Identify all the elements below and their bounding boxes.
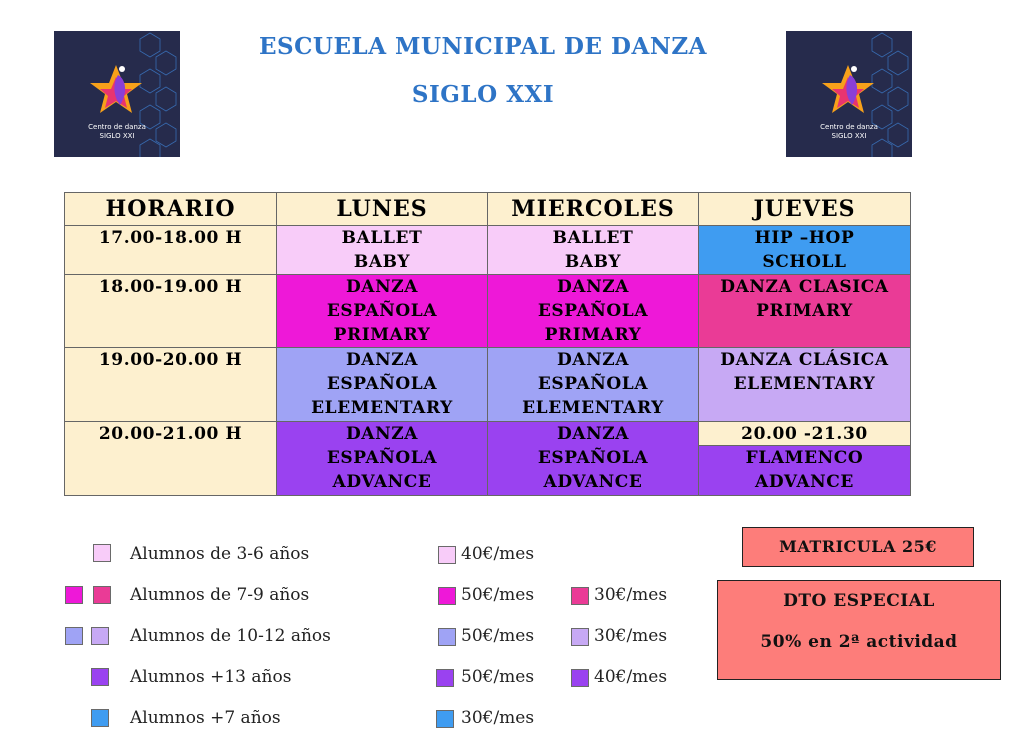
color-swatch-magenta [65, 586, 83, 604]
matricula-box: MATRICULA 25€ [742, 527, 974, 567]
class-cell [488, 348, 699, 422]
legend-price: 30€/mes [594, 585, 668, 605]
color-swatch-pink [571, 587, 589, 605]
class-line: DANZA [345, 424, 419, 444]
color-swatch-blue [436, 710, 454, 728]
legend-price: 50€/mes [461, 626, 535, 646]
class-cell [277, 422, 488, 496]
time-cell: 18.00-19.00 H [65, 275, 277, 348]
time-cell: 19.00-20.00 H [65, 348, 277, 422]
logo-caption-line1: Centro de danza [88, 123, 146, 131]
class-line: BALLET [341, 228, 423, 248]
color-swatch-magenta [438, 587, 456, 605]
class-line: ESPAÑOLA [326, 448, 438, 468]
class-line: HIP –HOP [754, 228, 855, 248]
table-row [65, 275, 911, 348]
color-swatch-light-pink [438, 546, 456, 564]
class-line: PRIMARY [333, 325, 431, 345]
class-line: DANZA [345, 277, 419, 297]
class-line: ADVANCE [755, 472, 854, 492]
legend-label: Alumnos +13 años [130, 667, 292, 687]
class-line: PRIMARY [544, 325, 642, 345]
class-time-note: 20.00 -21.30 [699, 422, 910, 446]
class-cell [699, 275, 911, 348]
table-row [65, 226, 911, 275]
discount-box [717, 580, 1001, 680]
class-cell [277, 275, 488, 348]
time-cell: 17.00-18.00 H [65, 226, 277, 275]
page-subtitle: SIGLO XXI [411, 81, 555, 108]
legend-price: 50€/mes [461, 585, 535, 605]
table-header-row [65, 193, 911, 226]
schedule-table [64, 192, 911, 496]
color-swatch-lilac [91, 627, 109, 645]
class-cell [488, 422, 699, 496]
color-swatch-violet [571, 669, 589, 687]
page-title: ESCUELA MUNICIPAL DE DANZA [258, 33, 707, 60]
color-swatch-pink [93, 586, 111, 604]
discount-title: DTO ESPECIAL [783, 591, 935, 611]
color-swatch-periwinkle [65, 627, 83, 645]
logo-caption-line2: SIGLO XXI [99, 132, 135, 140]
header-miercoles: MIERCOLES [488, 193, 699, 226]
class-line: DANZA CLASICA [720, 277, 889, 297]
legend-price: 50€/mes [461, 667, 535, 687]
class-line: ADVANCE [543, 472, 643, 492]
class-cell [488, 226, 699, 275]
class-cell [277, 348, 488, 422]
class-line: ADVANCE [332, 472, 432, 492]
class-line: FLAMENCO [745, 448, 864, 468]
color-swatch-blue [91, 709, 109, 727]
color-swatch-violet [436, 669, 454, 687]
class-line: SCHOLL [762, 252, 847, 272]
color-swatch-periwinkle [438, 628, 456, 646]
logo-caption-line1: Centro de danza [820, 123, 878, 131]
legend-label: Alumnos de 3-6 años [130, 544, 310, 564]
legend-price: 40€/mes [594, 667, 668, 687]
class-line: DANZA CLÁSICA [720, 350, 889, 370]
class-line: DANZA [556, 424, 630, 444]
class-cell [699, 226, 911, 275]
class-line: BABY [564, 252, 622, 272]
legend-price: 40€/mes [461, 544, 535, 564]
class-line: ESPAÑOLA [537, 448, 649, 468]
class-line: DANZA [345, 350, 419, 370]
legend-label: Alumnos +7 años [130, 708, 281, 728]
class-cell [277, 226, 488, 275]
color-swatch-light-pink [93, 544, 111, 562]
logo-caption [54, 123, 180, 141]
legend-price: 30€/mes [461, 708, 535, 728]
time-cell: 20.00-21.00 H [65, 422, 277, 496]
class-line: ESPAÑOLA [537, 374, 649, 394]
class-line: ESPAÑOLA [326, 374, 438, 394]
class-cell [699, 348, 911, 422]
class-line: PRIMARY [756, 301, 853, 321]
legend-price: 30€/mes [594, 626, 668, 646]
class-line: ESPAÑOLA [326, 301, 438, 321]
logo-caption-line2: SIGLO XXI [831, 132, 867, 140]
class-cell [699, 422, 911, 496]
table-row [65, 422, 911, 496]
class-line: DANZA [556, 277, 630, 297]
header-horario: HORARIO [65, 193, 277, 226]
header-jueves: JUEVES [699, 193, 911, 226]
school-logo-left [54, 31, 180, 157]
logo-caption [786, 123, 912, 141]
class-line: BABY [353, 252, 411, 272]
class-cell [488, 275, 699, 348]
header-lunes: LUNES [277, 193, 488, 226]
legend-label: Alumnos de 7-9 años [130, 585, 310, 605]
color-swatch-lilac [571, 628, 589, 646]
class-line: BALLET [552, 228, 634, 248]
class-line: ELEMENTARY [311, 398, 453, 418]
class-line: DANZA [556, 350, 630, 370]
color-swatch-violet [91, 668, 109, 686]
table-row [65, 348, 911, 422]
class-line: ELEMENTARY [522, 398, 664, 418]
class-line: ESPAÑOLA [537, 301, 649, 321]
class-line: ELEMENTARY [733, 374, 876, 394]
school-logo-right [786, 31, 912, 157]
discount-detail: 50% en 2ª actividad [760, 632, 958, 652]
legend-label: Alumnos de 10-12 años [130, 626, 331, 646]
